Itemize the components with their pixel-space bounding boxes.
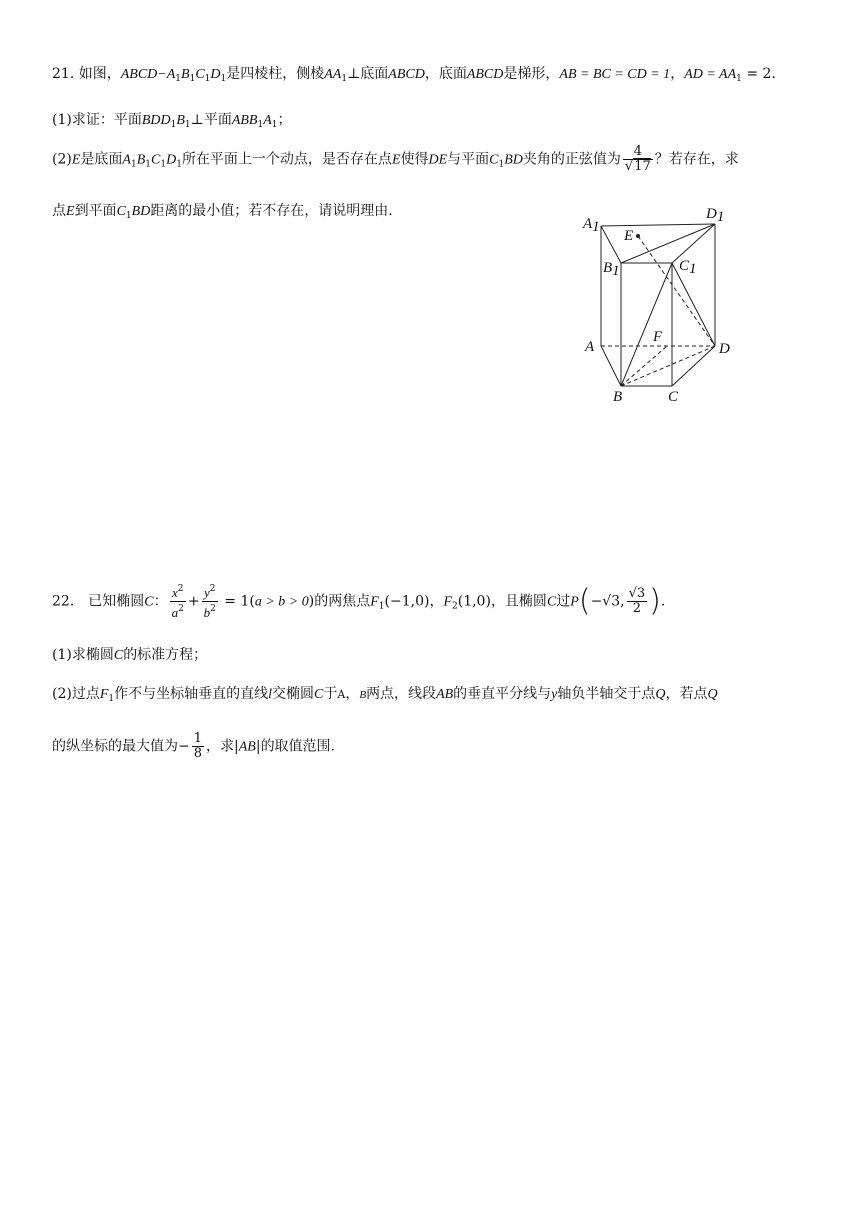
q22-part-2-line-2: 的纵坐标的最大值为− $\frac{1}{8}$ ，求|AB|的取值范围.: [52, 731, 336, 761]
edge-b-f-hidden: [621, 346, 667, 386]
q21-part-1: (1)求证：平面$BDD_1B_1\perp$平面$ABB_1A_1$；: [52, 112, 292, 130]
edge-a-b: [601, 346, 621, 386]
edge-a1-b1: [601, 226, 621, 263]
q22-part-2-line-1: (2)过点$F_1$作不与坐标轴垂直的直线l交椭圆C于A，B两点，线段AB的垂直平分线与y轴负半轴交于点Q，若点Q: [52, 686, 718, 704]
edge-b1-d1: [621, 224, 715, 263]
q21-line-1: 21. 如图，$ABCD-A_1B_1C_1D_1$是四棱柱，侧棱$AA_1\perp$底面ABCD，底面ABCD是梯形，AB = BC = CD = 1，AD = $AA_1 = 2$．: [52, 66, 786, 84]
label-b1: B1: [603, 260, 620, 279]
q22-line-1: 22． 已知椭圆C： $\frac{x^2}{a^2}$ + $\frac{y^2}{b^2}$ = 1(a > b > 0)的两焦点$F_1(-1,0)$，$F_2(1,0)$，且椭圆C过P(−√3, $\frac{√3}{2}$ ).: [52, 583, 666, 620]
q21-part-2-line-1: (2)E是底面$A_1B_1C_1D_1$所在平面上一个动点，是否存在点E使得DE与平面$C_1BD$夹角的正弦值为 $\frac{4}{√17}$ ？若存在，求: [52, 144, 739, 174]
point-e-dot: [636, 234, 640, 238]
label-c1: C1: [679, 258, 697, 277]
label-f: F: [653, 329, 663, 345]
q22-part-1: (1)求椭圆C的标准方程；: [52, 647, 208, 663]
label-d: D: [719, 341, 730, 357]
label-d1: D1: [706, 206, 725, 225]
label-a: A: [585, 339, 595, 355]
label-e: E: [624, 228, 634, 244]
edge-e-d-hidden: [638, 236, 715, 346]
edge-c1-b: [621, 263, 672, 386]
label-c: C: [668, 389, 679, 403]
q21-part-2-line-2: 点E到平面$C_1BD$距离的最小值；若不存在，请说明理由.: [52, 203, 393, 221]
prism-figure: [575, 203, 745, 403]
sine-fraction: $\frac{4}{√17}$: [624, 144, 651, 174]
edge-a1-d1: [601, 224, 715, 226]
label-b: B: [613, 389, 623, 403]
edge-c-d: [672, 346, 715, 386]
label-a1: A1: [583, 216, 600, 235]
